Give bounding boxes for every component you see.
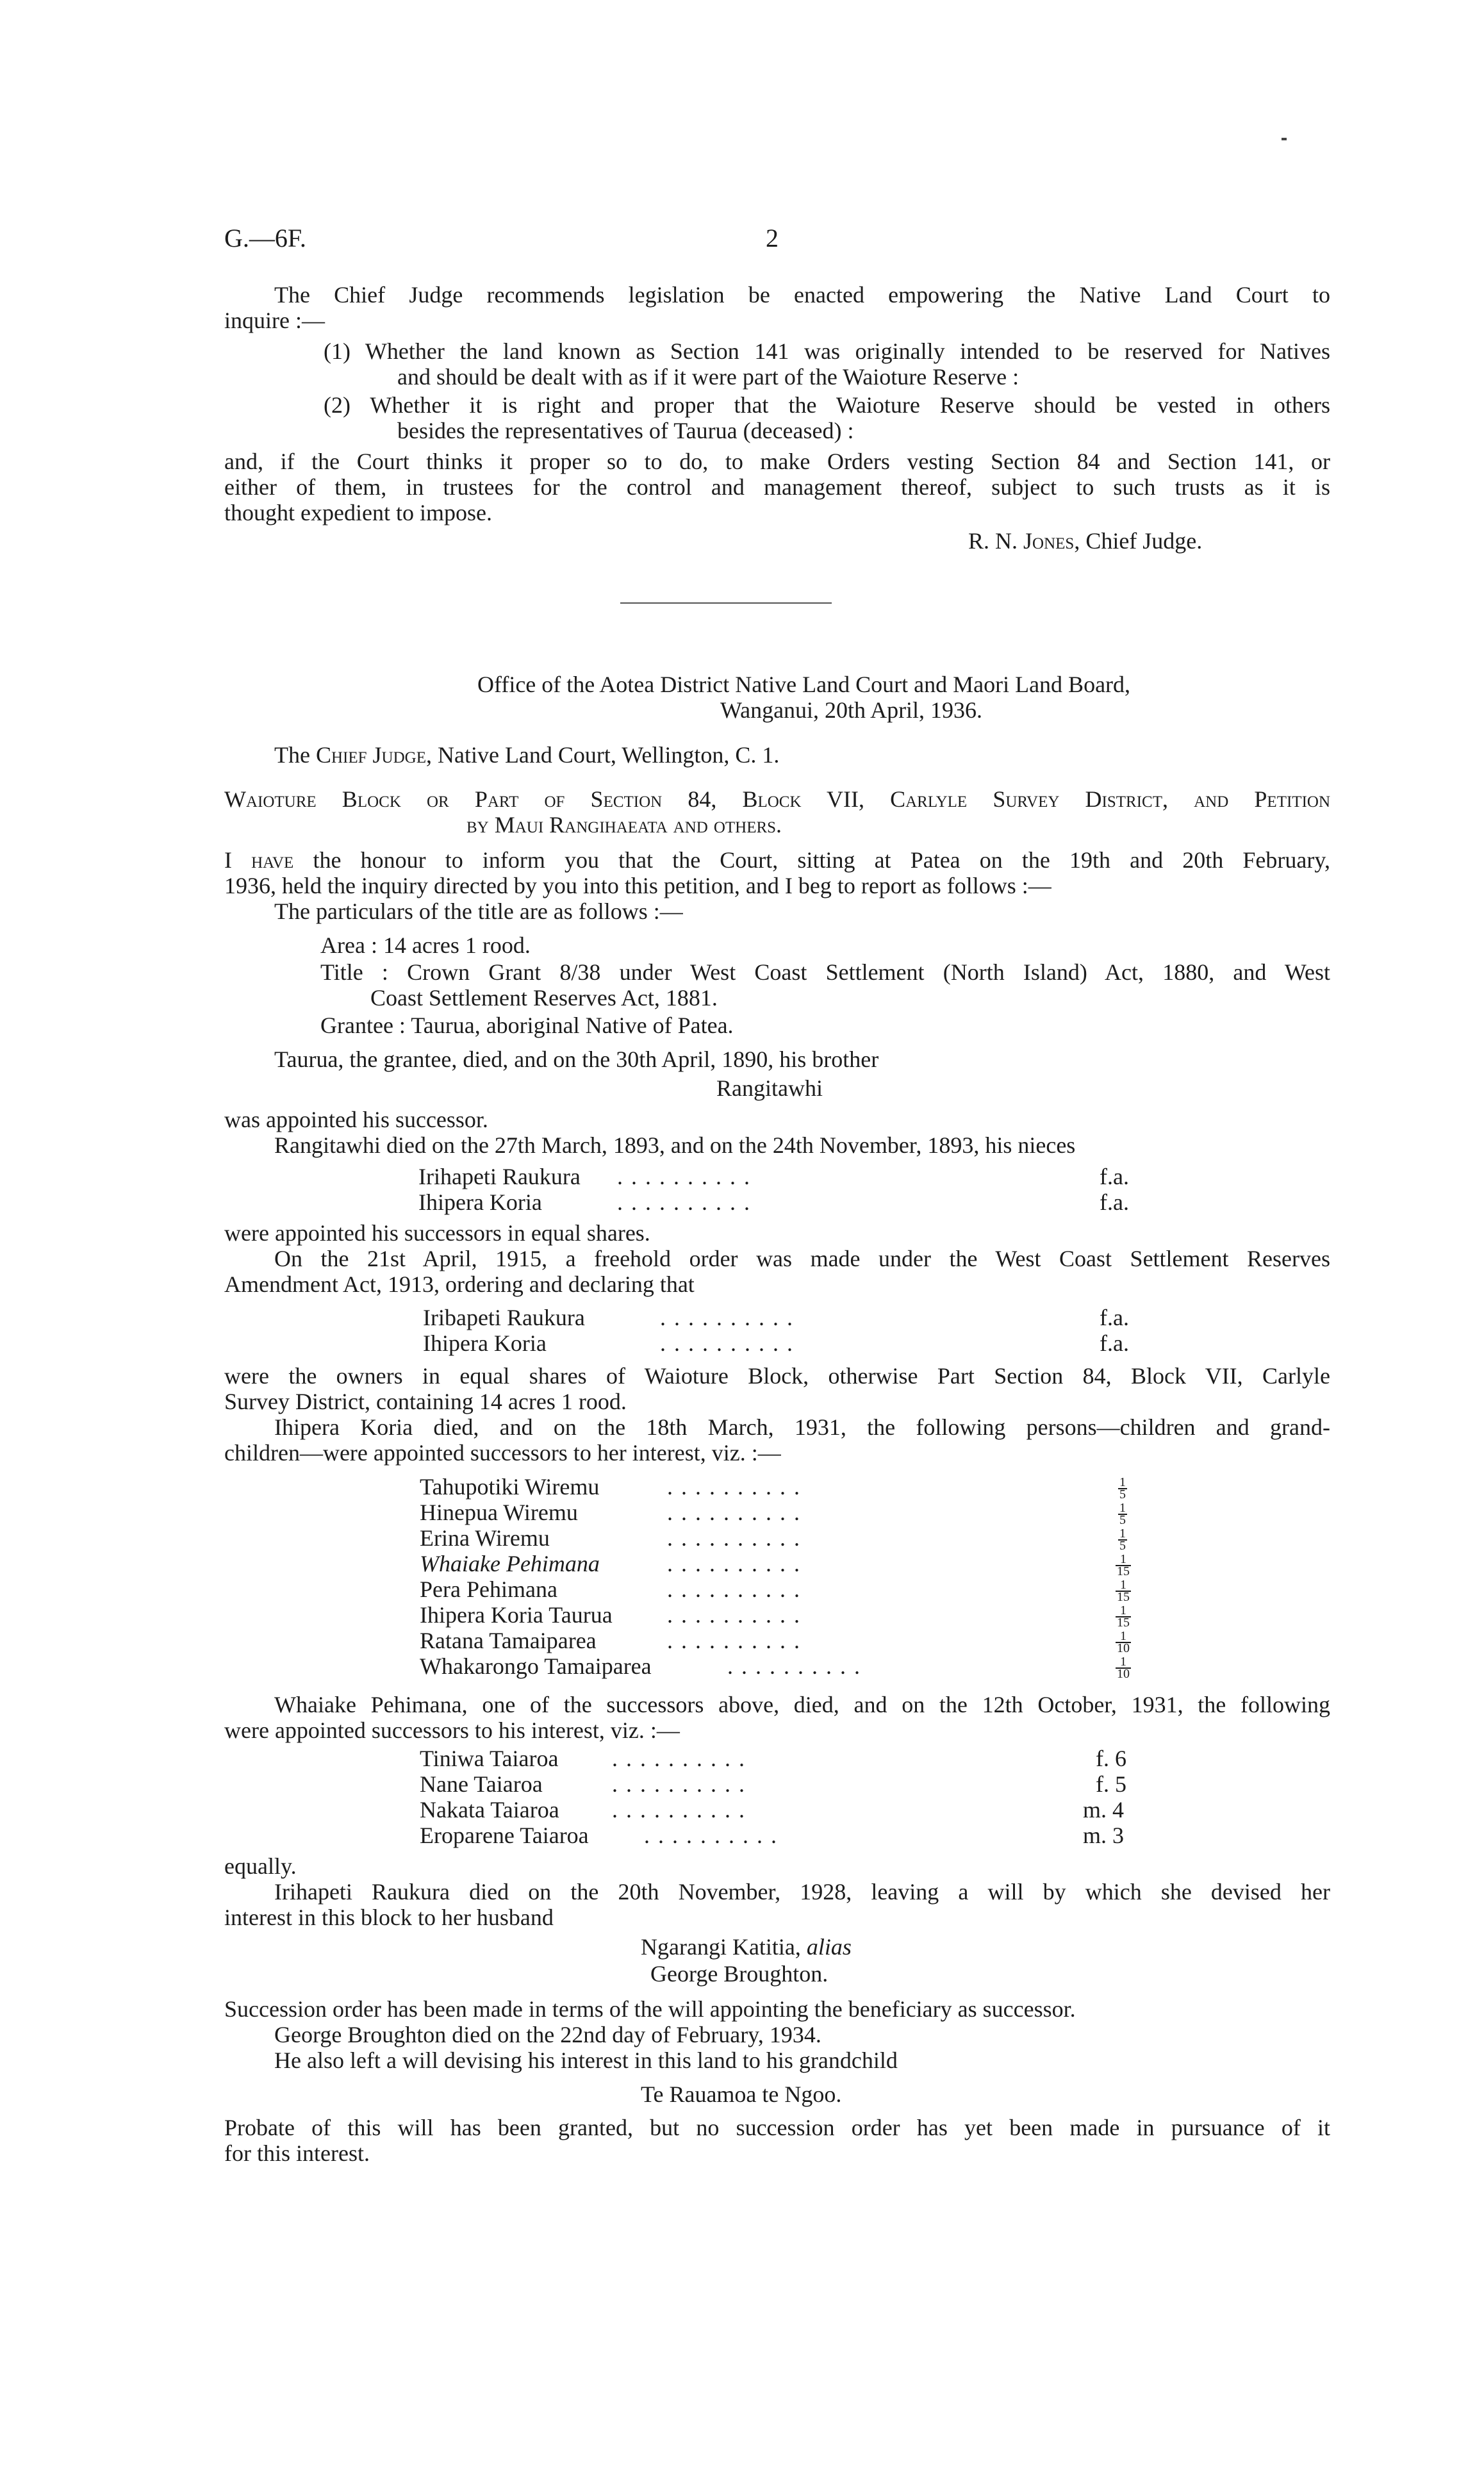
successor-name: Whakarongo Tamaiparea [420,1653,652,1679]
grantee-line: Grantee : Taurua, aboriginal Native of Patea. [320,1013,734,1038]
signature-title: , Chief Judge. [1074,528,1203,554]
share-numerator: 1 [1116,1605,1131,1617]
list-item [420,1525,1150,1551]
addressee-title: Chief Judge [315,742,426,768]
irihapeti-died-line-1: Irihapeti Raukura died on the 20th November, 1928, leaving a will by which she devised her [274,1879,1330,1905]
list-item [420,1602,1150,1628]
share-denominator: 15 [1117,1590,1130,1604]
list-item [423,1330,1128,1356]
list-item [420,1551,1150,1576]
equally: equally. [224,1853,297,1879]
intro-line-1: The Chief Judge recommends legislation be enacted empowering the Native Land Court to [274,282,1330,308]
leader-dots: . . . . . . . . . . [612,1771,746,1797]
rangitawhi-died: Rangitawhi died on the 27th March, 1893, and on the 24th November, 1893, his nieces [274,1132,1076,1158]
document-reference: G.—6F. [224,224,306,252]
leader-dots: . . . . . . . . . . [667,1525,801,1551]
item-1-line-2: and should be dealt with as if it were part of the Waioture Reserve : [397,364,1019,390]
opening-have: I have [224,847,294,873]
were-owners-line-1: were the owners in equal shares of Waioture Block, otherwise Part Section 84, Block VII, Carlyle [224,1363,1330,1389]
page-number: 2 [766,224,779,252]
leader-dots: . . . . . . . . . . [660,1330,794,1356]
item-1-line-1: (1) Whether the land known as Section 141 was originally intended to be reserved for Natives [324,338,1330,364]
conclusion-line-2: either of them, in trustees for the control and management thereof, subject to such trusts as it is [224,474,1330,500]
owner-name: Iribapeti Raukura [423,1305,585,1330]
title-line-2: Coast Settlement Reserves Act, 1881. [370,985,718,1011]
grandchild-name: Te Rauamoa te Ngoo. [641,2081,842,2107]
office-address-line-2: Wanganui, 20th April, 1936. [720,697,983,723]
leader-dots: . . . . . . . . . . [617,1164,751,1189]
share-numerator: 1 [1116,1657,1131,1669]
niece-name: Ihipera Koria [418,1189,542,1215]
signature [968,528,1202,554]
owner-name: Ihipera Koria [423,1330,547,1356]
owner-share: f.a. [1100,1330,1129,1356]
husband-alias-label: alias [806,1934,852,1960]
taurua-died: Taurua, the grantee, died, and on the 30th April, 1890, his brother [274,1046,879,1072]
share-numerator: 1 [1116,1580,1131,1592]
whaiake-successor-share: m. 3 [1083,1823,1125,1848]
opening-line-2: 1936, held the inquiry directed by you into this petition, and I beg to report as follows :— [224,873,1051,898]
leader-dots: . . . . . . . . . . [667,1500,801,1525]
niece-name: Irihapeti Raukura [418,1164,581,1189]
list-item [418,1189,1129,1215]
whaiake-successor-name: Eroparene Taiaroa [420,1823,589,1848]
section-divider [620,602,832,604]
list-item [420,1797,1137,1823]
conclusion-line-1: and, if the Court thinks it proper so to do, to make Orders vesting Section 84 and Section 141, or [224,449,1330,474]
ihipera-died-line-1: Ihipera Koria died, and on the 18th March, 1931, the following persons—children and grand- [274,1414,1330,1440]
successor-share [1116,1628,1131,1654]
ihipera-died-line-2: children—were appointed successors to her interest, viz. :— [224,1440,781,1466]
leader-dots: . . . . . . . . . . [667,1602,801,1628]
leader-dots: . . . . . . . . . . [660,1305,794,1330]
leader-dots: . . . . . . . . . . [667,1628,801,1653]
probate-line-2: for this interest. [224,2140,370,2166]
share-numerator: 1 [1119,1475,1126,1489]
leader-dots: . . . . . . . . . . [644,1823,778,1848]
successor-name: Whaiake Pehimana [420,1551,600,1576]
conclusion-line-3: thought expedient to impose. [224,500,492,525]
niece-share: f.a. [1100,1164,1129,1189]
list-item [420,1576,1150,1602]
share-denominator: 5 [1119,1487,1126,1501]
list-item [420,1771,1137,1797]
share-denominator: 10 [1117,1641,1130,1655]
whaiake-successor-share: f. 5 [1096,1771,1126,1797]
whaiake-successor-name: Nane Taiaroa [420,1771,543,1797]
item-2-line-1: (2) Whether it is right and proper that the Waioture Reserve should be vested in others [324,392,1330,418]
subject-line-2: by Maui Rangihaeata and others. [466,812,782,838]
husband-primary-name: Ngarangi Katitia, [641,1934,801,1960]
successor-share [1116,1602,1131,1628]
probate-line-1: Probate of this will has been granted, but no succession order has yet been made in pursuance of it [224,2115,1330,2140]
whaiake-successor-name: Tiniwa Taiaroa [420,1746,559,1771]
share-numerator: 1 [1119,1526,1126,1541]
list-item [420,1500,1150,1525]
was-appointed: was appointed his successor. [224,1107,488,1132]
successor-share [1116,1653,1131,1680]
office-address-line-1: Office of the Aotea District Native Land Court and Maori Land Board, [477,672,1131,697]
share-denominator: 15 [1117,1564,1130,1578]
whaiake-died-line-1: Whaiake Pehimana, one of the successors above, died, and on the 12th October, 1931, the following [274,1692,1330,1717]
area-line: Area : 14 acres 1 rood. [320,932,531,958]
share-denominator: 15 [1117,1616,1130,1630]
successor-name: Ratana Tamaiparea [420,1628,597,1653]
leader-dots: . . . . . . . . . . [612,1746,746,1771]
niece-share: f.a. [1100,1189,1129,1215]
husband-name [641,1934,852,1960]
irihapeti-died-line-2: interest in this block to her husband [224,1905,554,1930]
successor-share [1118,1500,1127,1526]
successor-name: Ihipera Koria Taurua [420,1602,613,1628]
opening-line-1 [224,847,1330,873]
successor-share [1118,1474,1127,1500]
ink-speck [1282,138,1287,140]
list-item [420,1474,1150,1500]
successor-name: Erina Wiremu [420,1525,550,1551]
share-denominator: 10 [1117,1667,1130,1681]
successor-name: Hinepua Wiremu [420,1500,578,1525]
subject-line-1: Waioture Block or Part of Section 84, Block VII, Carlyle Survey District, and Petition [224,786,1330,812]
addressee-rest: , Native Land Court, Wellington, C. 1. [425,742,780,768]
share-denominator: 5 [1119,1513,1126,1527]
freehold-line-1: On the 21st April, 1915, a freehold order was made under the West Coast Settlement Reserves [274,1246,1330,1271]
whaiake-died-line-2: were appointed successors to his interest, viz. :— [224,1717,680,1743]
whaiake-successor-share: f. 6 [1096,1746,1126,1771]
leader-dots: . . . . . . . . . . [667,1551,801,1576]
successor-share [1116,1576,1131,1603]
leader-dots: . . . . . . . . . . [667,1576,801,1602]
item-2-line-2: besides the representatives of Taurua (deceased) : [397,418,854,443]
were-owners-line-2: Survey District, containing 14 acres 1 rood. [224,1389,627,1414]
husband-other-name: George Broughton. [650,1961,829,1987]
leader-dots: . . . . . . . . . . [727,1653,861,1679]
share-denominator: 5 [1119,1539,1126,1553]
freehold-line-2: Amendment Act, 1913, ordering and declaring that [224,1271,695,1297]
share-numerator: 1 [1116,1554,1131,1566]
successor-name: Tahupotiki Wiremu [420,1474,600,1500]
list-item [420,1653,1150,1679]
list-item [420,1823,1137,1848]
leader-dots: . . . . . . . . . . [617,1189,751,1215]
successor-name: Pera Pehimana [420,1576,557,1602]
list-item [420,1628,1150,1653]
whaiake-successor-name: Nakata Taiaroa [420,1797,559,1823]
succession-order-line: Succession order has been made in terms of the will appointing the beneficiary as successor. [224,1996,1076,2022]
list-item [423,1305,1128,1330]
title-line-1: Title : Crown Grant 8/38 under West Coast Settlement (North Island) Act, 1880, and West [320,959,1330,985]
leader-dots: . . . . . . . . . . [667,1474,801,1500]
intro-line-2: inquire :— [224,308,325,333]
particulars-intro: The particulars of the title are as follows :— [274,898,683,924]
successor-share [1116,1551,1131,1577]
leader-dots: . . . . . . . . . . [612,1797,746,1823]
opening-line-1-rest: the honour to inform you that the Court, sitting at Patea on the 19th and 20th February, [293,847,1331,873]
whaiake-successor-share: m. 4 [1083,1797,1125,1823]
signature-name: R. N. Jones [968,528,1075,554]
list-item [420,1746,1137,1771]
addressee [274,742,779,768]
brother-name: Rangitawhi [716,1075,823,1101]
list-item [418,1164,1129,1189]
addressee-the: The [274,742,310,768]
share-numerator: 1 [1116,1631,1131,1643]
successor-share [1118,1525,1127,1551]
george-died-line: George Broughton died on the 22nd day of February, 1934. [274,2022,821,2047]
owner-share: f.a. [1100,1305,1129,1330]
share-numerator: 1 [1119,1501,1126,1515]
also-left-line: He also left a will devising his interest in this land to his grandchild [274,2047,898,2073]
were-appointed: were appointed his successors in equal shares. [224,1220,650,1246]
